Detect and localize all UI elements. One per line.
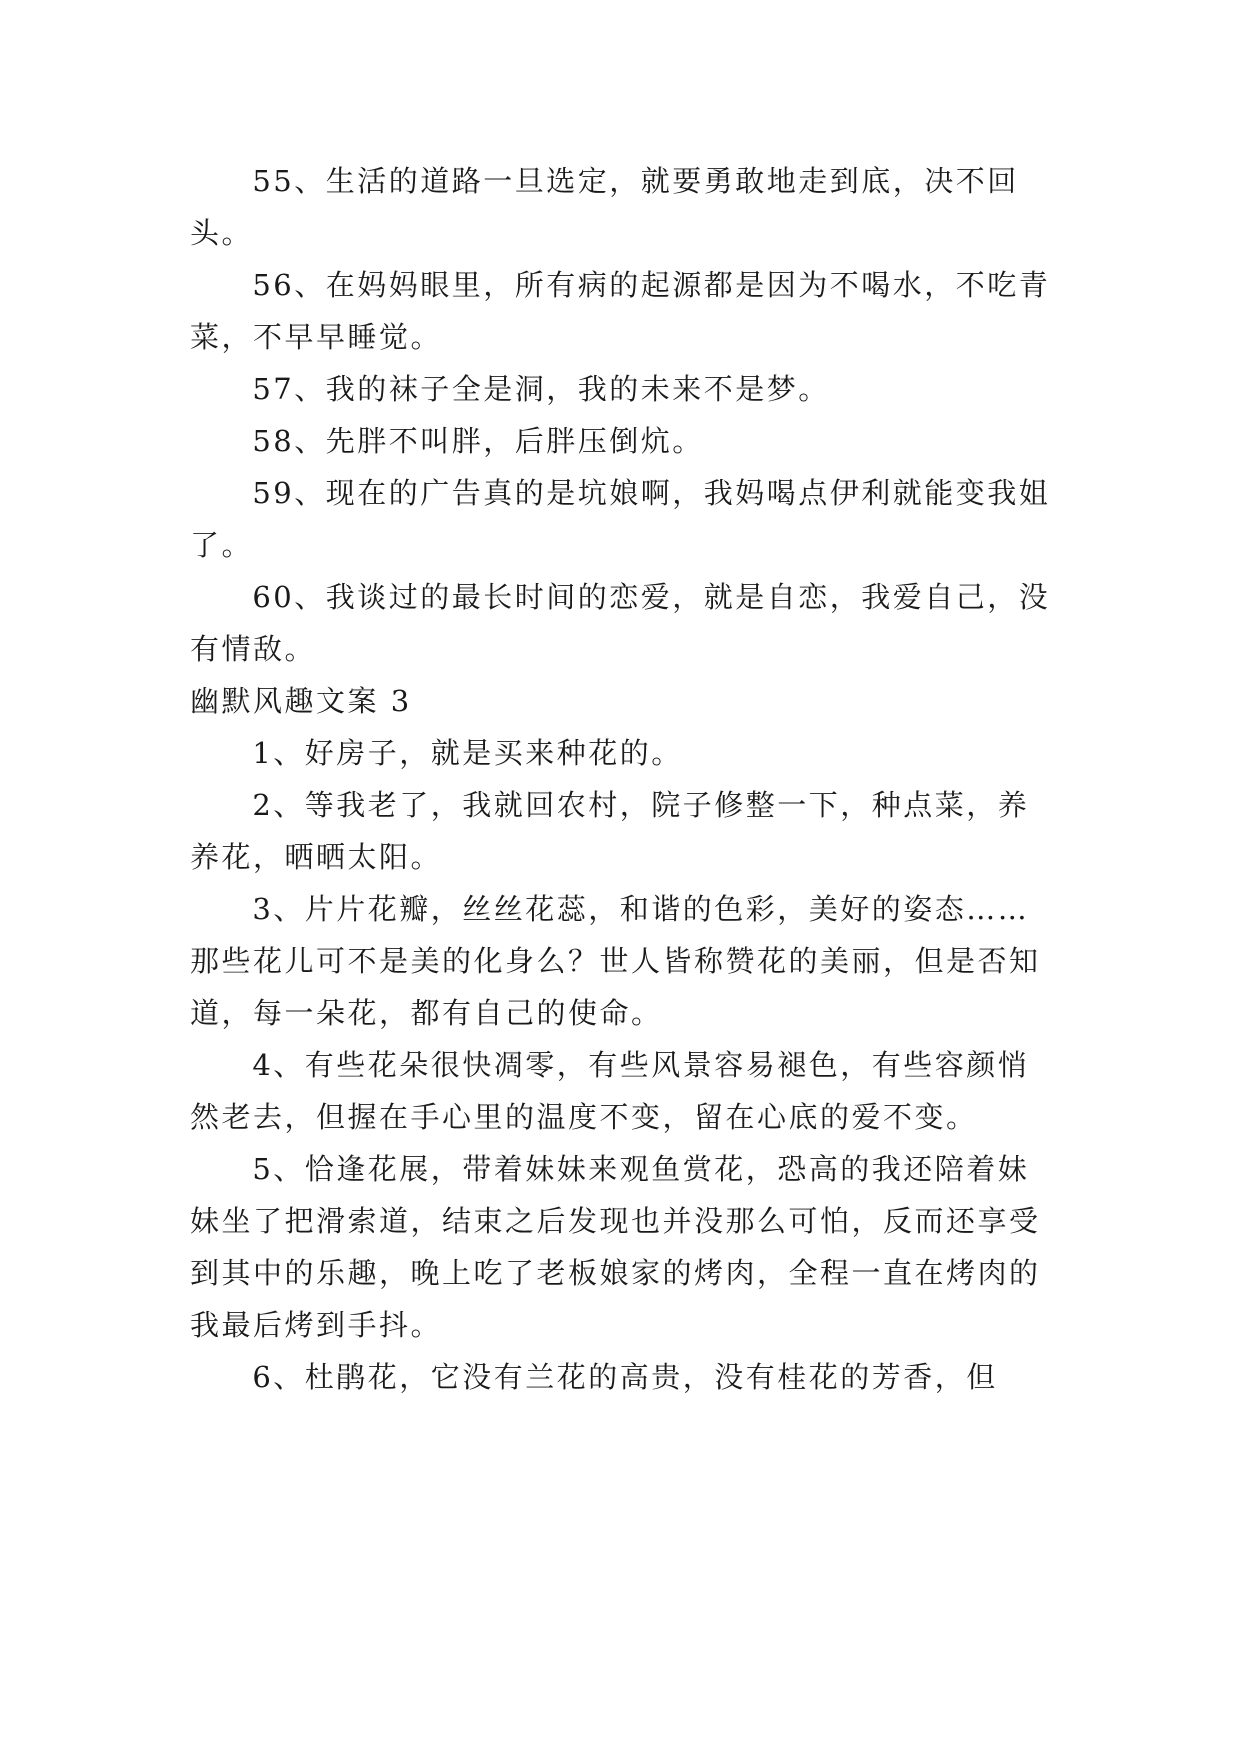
paragraph-3: 3、片片花瓣，丝丝花蕊，和谐的色彩，美好的姿态……那些花儿可不是美的化身么？世人皆称赞花的美丽，但是否知道，每一朵花，都有自己的使命。 (190, 892, 1041, 1030)
paragraph-55: 55、生活的道路一旦选定，就要勇敢地走到底，决不回头。 (190, 164, 1019, 250)
paragraph-58: 58、先胖不叫胖，后胖压倒炕。 (252, 424, 704, 458)
paragraph-2: 2、等我老了，我就回农村，院子修整一下，种点菜，养养花，晒晒太阳。 (190, 788, 1030, 874)
section-heading: 幽默风趣文案 3 (190, 684, 412, 718)
paragraph-59: 59、现在的广告真的是坑娘啊，我妈喝点伊利就能变我姐了。 (190, 476, 1051, 562)
paragraph-6: 6、杜鹃花，它没有兰花的高贵，没有桂花的芳香，但 (252, 1360, 998, 1394)
paragraph-56: 56、在妈妈眼里，所有病的起源都是因为不喝水，不吃青菜，不早早睡觉。 (190, 268, 1051, 354)
document-body (190, 155, 1060, 1403)
paragraph-57: 57、我的袜子全是洞，我的未来不是梦。 (252, 372, 830, 406)
paragraph-60: 60、我谈过的最长时间的恋爱，就是自恋，我爱自己，没有情敌。 (190, 580, 1051, 666)
paragraph-4: 4、有些花朵很快凋零，有些风景容易褪色，有些容颜悄然老去，但握在手心里的温度不变，留在心底的爱不变。 (190, 1048, 1030, 1134)
paragraph-5: 5、恰逢花展，带着妹妹来观鱼赏花，恐高的我还陪着妹妹坐了把滑索道，结束之后发现也并没那么可怕，反而还享受到其中的乐趣，晚上吃了老板娘家的烤肉，全程一直在烤肉的我最后烤到手抖。 (190, 1152, 1041, 1342)
paragraph-1: 1、好房子，就是买来种花的。 (252, 736, 683, 770)
